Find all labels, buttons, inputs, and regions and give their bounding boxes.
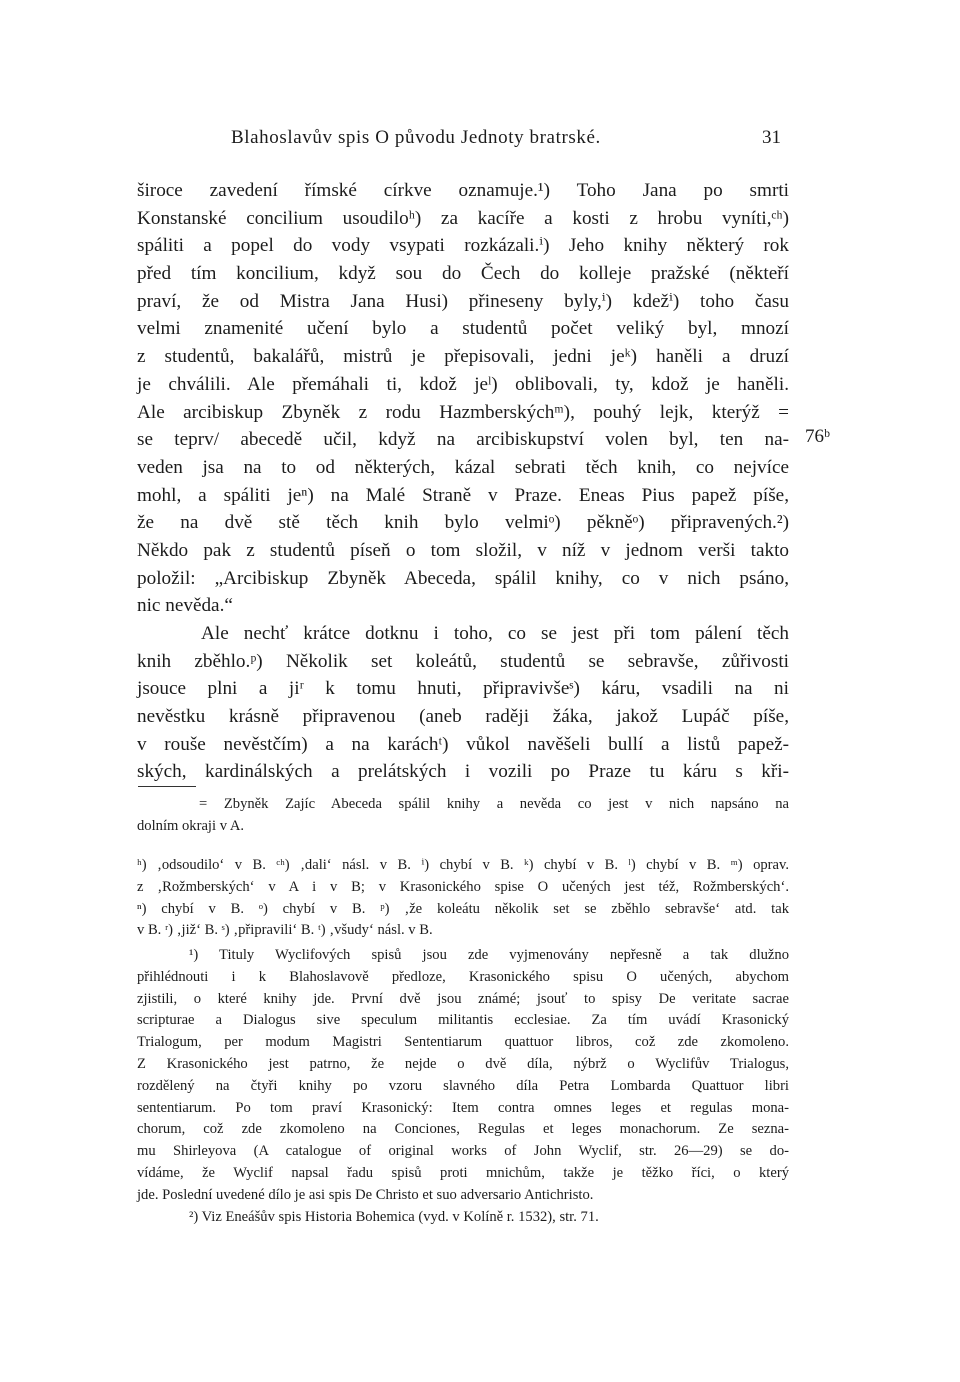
apparatus-line: v B. ʳ) ‚již‘ B. ˢ) ‚připravili‘ B. ᵗ) ‚všudy‘ násl. v B. [137,922,433,939]
apparatus-line: ⁿ) chybí v B. ᵒ) chybí v B. ᵖ) ‚že koleátu několik set se zběhlo sebravše‘ atd. tak [137,900,789,917]
margin-folio-note: 76ᵇ [805,426,830,447]
footnote-line: jde. Poslední uvedené dílo je asi spis De Christo et suo adversario Antichristo. [137,1186,594,1203]
text-line: nic nevěda.“ [137,595,233,617]
text-line: knih zběhlo.ᵖ) Několik set koleátů, studentů se sebravše, zůřivosti [137,650,789,672]
footnote-line: vídáme, že Wyclif napsal řadu spisů proti mnichům, takže je těžko říci, o který [137,1164,789,1181]
text-line: před tím koncilium, když sou do Čech do kolleje pražské (někteří [137,263,789,285]
footnote-line: sententiarum. Po tom praví Krasonický: Item contra omnes leges et regulas mona- [137,1099,789,1116]
text-line: nevěstku krásně připravenou (aneb raději žáka, jakož Lupáč píše, [137,706,789,728]
footnote-line: Z Krasonického jest patrno, že nejde o dvě díla, nýbrž o Wyclifův Trialogus, [137,1055,789,1072]
footnote-line: mu Shirleyova (A catalogue of original works of John Wyclif, str. 26—29) se do- [137,1143,789,1160]
text-line: veden jsa na to od některých, kázal sebrati těch knih, co nejvíce [137,456,789,478]
footnote-line: zjistili, o které knihy jde. První dvě jsou známé; jsouť to spisy De veritate sacrae [137,990,789,1007]
footnote-line: Trialogum, per modum Magistri Sententiarum quattuor libros, což zde zkomoleno. [137,1034,789,1051]
text-line: ských, kardinálských a prelátských i vozili po Praze tu káru s kři- [137,761,789,783]
marginal-note-line: = Zbyněk Zajíc Abeceda spálil knihy a nevěda co jest v nich napsáno na [199,796,789,812]
apparatus-line: z ‚Rožmberských‘ v A i v B; v Krasonického spise O učených jest též, Rožmberských‘. [137,878,789,895]
text-line: široce zavedení římské církve oznamuje.¹) Toho Jana po smrti [137,180,789,201]
apparatus-line: ʰ) ‚odsoudilo‘ v B. ᶜʰ) ‚dali‘ násl. v B. ⁱ) chybí v B. ᵏ) chybí v B. ˡ) chybí v B. ᵐ) oprav. [137,857,789,873]
main-text [137,177,789,786]
critical-apparatus [137,855,789,942]
footnote-line: chorum, což zde zkomoleno na Conciones, Regulas et leges monachorum. Ze sezna- [137,1121,789,1138]
text-line: spáliti a popel do vody vsypati rozkázali.ⁱ) Jeho knihy některý rok [137,235,789,257]
running-header [0,127,960,153]
footnote-line: ²) Viz Eneášův spis Historia Bohemica (vyd. v Kolíně r. 1532), str. 71. [189,1208,599,1225]
text-line: mohl, a spáliti jeⁿ) na Malé Straně v Praze. Eneas Pius papež píše, [137,484,789,506]
text-line: položil: „Arcibiskup Zbyněk Abeceda, spálil knihy, co v nich psáno, [137,567,789,589]
text-line: velmi znamenité učení bylo a studentů počet veliký byl, mnozí [137,318,789,340]
text-line: v rouše nevěstčím) a na karáchᵗ) vůkol navěšeli bullí a listů papež- [137,733,789,755]
text-line: je chválili. Ale přemáhali ti, kdož jeˡ) oblibovali, ty, kdož je haněli. [137,373,789,395]
footnotes [137,945,789,1228]
text-line: že na dvě stě těch knih bylo velmiᵒ) pěkněᵒ) připravených.²) [137,512,789,534]
text-line: z studentů, bakalářů, mistrů je přepisovali, jedni jeᵏ) haněli a druzí [137,346,789,368]
footnote-line: přihlédnouti i k Blahoslavově předloze, Krasonického spisu O učených, abychom [137,968,789,985]
text-line: jsouce plni a jiʳ k tomu hnuti, připravivšeˢ) káru, vsadili na ni [137,678,789,700]
footnote-line: rozdělený na čtyři knihy po vzoru slavného díla Petra Lombarda Quattuor libri [137,1077,789,1094]
footnote-line: scripturae a Dialogus sive speculum militantis ecclesiae. Za tím uvádí Krasonický [137,1012,789,1029]
text-line: praví, že od Mistra Jana Husi) přineseny byly,ⁱ) kdežⁱ) toho času [137,290,789,312]
text-line: Někdo pak z studentů píseň o tom složil, v níž v jednom verši takto [137,539,789,561]
text-line: se teprv/ abecedě učil, když na arcibiskupství volen byl, ten na- [137,429,789,451]
marginal-note-block [137,794,789,838]
footnote-separator [138,786,196,787]
page-number: 31 [762,127,781,148]
running-title: Blahoslavův spis O původu Jednoty bratrské. [231,127,601,148]
text-line: Konstanské concilium usoudiloʰ) za kacíře a kosti z hrobu vyníti,ᶜʰ) [137,207,789,229]
text-line: Ale arcibiskup Zbyněk z rodu Hazmberskýchᵐ), pouhý lejk, kterýž = [137,401,789,423]
text-line: Ale nechť krátce dotknu i toho, co se jest při tom pálení těch [201,623,789,644]
footnote-line: ¹) Tituly Wyclifových spisů jsou zde vyjmenovány nepřesně a tak dlužno [189,947,789,963]
marginal-note-line: dolním okraji v A. [137,817,245,834]
